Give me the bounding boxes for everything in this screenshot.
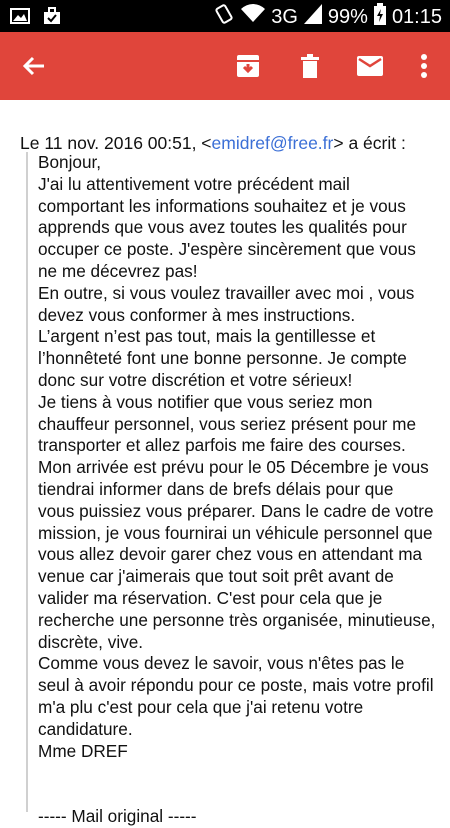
delete-icon[interactable] (294, 50, 326, 82)
message-line: l’honnêteté font une bonne personne. Je compte (38, 348, 407, 369)
message-line: transporter et allez parfois me faire des courses. (38, 435, 406, 456)
overflow-menu-icon[interactable] (408, 50, 440, 82)
archive-icon[interactable] (232, 50, 264, 82)
wifi-icon (241, 4, 265, 30)
message-line: Je tiens à vous notifier que vous seriez mon (38, 391, 373, 412)
message-line: m'a plu c'est pour cela que j'ai retenu votre (38, 696, 364, 717)
message-line: Comme vous devez le savoir, vous n'êtes pas le (38, 653, 405, 674)
message-line: valider ma réservation. C'est pour cela que je (38, 587, 383, 608)
message-body (0, 100, 450, 826)
message-line: seul à avoir répondu pour ce poste, mais votre profil (38, 675, 434, 696)
message-line: occuper ce poste. J'espère sincèrement que vous (38, 239, 416, 260)
quote-header-suffix: > a écrit : (333, 133, 406, 153)
message-line: ----- Mail original ----- (38, 805, 197, 826)
briefcase-icon (42, 6, 62, 32)
app-bar (0, 32, 450, 100)
message-line: discrète, vive. (38, 631, 144, 652)
message-line (38, 762, 444, 784)
message-line: comportant les informations souhaitez et je vous (38, 195, 406, 216)
message-line: tiendrai informer dans de brefs délais pour que (38, 478, 394, 499)
message-line: J'ai lu attentivement votre précédent mail (38, 173, 350, 194)
message-line: apprends que vous avez toutes les qualités pour (38, 217, 407, 238)
image-icon (10, 6, 30, 32)
message-line: recherche une personne très organisée, minutieuse, (38, 609, 436, 630)
quote-header (20, 133, 406, 154)
signal-icon (304, 4, 322, 30)
message-line: chauffeur personnel, vous seriez présent pour me (38, 413, 417, 434)
message-line: vous puissiez vous préparer. Dans le cadre de votre (38, 500, 434, 521)
message-line: Mme DREF (38, 740, 128, 761)
message-line: Bonjour, (38, 152, 102, 172)
battery-percent: 99% (327, 6, 368, 28)
message-line: Mon arrivée est prévu pour le 05 Décembre je vous (38, 457, 429, 478)
quote-header-prefix: Le 11 nov. 2016 00:51, < (20, 133, 212, 153)
network-type: 3G (271, 6, 298, 28)
quoted-message (26, 152, 444, 826)
message-line: En outre, si vous voulez travailler avec moi , vous (38, 282, 415, 303)
back-arrow-icon[interactable] (18, 50, 50, 82)
mail-icon[interactable] (354, 50, 386, 82)
battery-icon (374, 3, 386, 31)
message-line: ne me décevrez pas! (38, 260, 198, 281)
clock: 01:15 (391, 6, 442, 28)
message-line: mission, je vous fournirai un véhicule personnel que (38, 522, 433, 543)
message-line: venue car j'aimerais que tout soit prêt avant de (38, 566, 394, 587)
message-line: L’argent n’est pas tout, mais la gentillesse et (38, 326, 376, 347)
message-line: donc sur votre discrétion et votre sérieux! (38, 369, 353, 390)
message-line: vous allez devoir garer chez vous en attendant ma (38, 544, 423, 565)
status-bar (0, 0, 450, 32)
message-line (38, 784, 444, 806)
message-line: devez vous conformer à mes instructions. (38, 304, 356, 325)
message-line: candidature. (38, 718, 133, 739)
sender-email-link[interactable]: emidref@free.fr (211, 133, 334, 153)
vibrate-icon (213, 3, 235, 31)
